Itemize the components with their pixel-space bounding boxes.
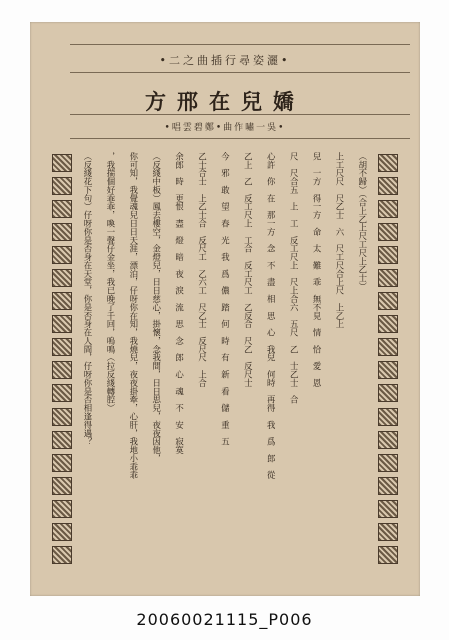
right-ornament-border <box>378 154 398 564</box>
ornament-tile <box>52 431 72 449</box>
title-rule <box>70 114 410 115</box>
score-column: 乙士合士 上乙士合 反尺工 乙六工 尺乙士 反尺尺 上合 <box>197 152 208 387</box>
ornament-tile <box>378 177 398 195</box>
ornament-tile <box>52 223 72 241</box>
ornament-tile <box>52 477 72 495</box>
ornament-tile <box>52 177 72 195</box>
score-column: 上工尺尺 尺乙士 六 尺工尺合上尺 上乙上 <box>334 152 345 329</box>
ornament-tile <box>52 315 72 333</box>
ornament-tile <box>378 292 398 310</box>
score-column: （反綫花下句）仔呀你是否身在天堂，你是否身在人間，仔呀你是否相逢得遇？ <box>83 152 93 446</box>
score-column: 你可知，我覺魂兒日日天涯，漂泊，仔呀你在知，我燒兒，夜夜掛牽，心肝，我地小乖乖 <box>128 152 139 480</box>
score-column: 心許 你 在 那一方 念 不 盡 相 思 心 我兒 何時 再得 我 爲 郎 從 <box>266 152 277 480</box>
ornament-tile <box>378 546 398 564</box>
ornament-tile <box>378 154 398 172</box>
ornament-tile <box>378 315 398 333</box>
score-column: 尺 尺合五 上 工 反工尺上 尺上合六 五尺 乙 士乙士 合 <box>289 152 300 404</box>
document-page <box>30 22 420 596</box>
score-column: 兒 一方 得一方 命 太 難 乖 無不見 情 恰 愛 恩 <box>312 152 323 387</box>
ornament-tile <box>378 246 398 264</box>
ornament-tile <box>52 292 72 310</box>
score-column: 今 邪 敢 望 春 光 我 爲 儂 踏 何 時 有 新 看 儲 重 五 <box>220 152 231 446</box>
ornament-tile <box>378 523 398 541</box>
score-column: 乙上 乙 反工尺上 工合 反工尺工 乙反合 尺乙 反尺士 <box>243 152 254 387</box>
archive-code: 20060021115_P006 <box>136 610 313 629</box>
ornament-tile <box>378 269 398 287</box>
score-column: （胡不歸）（合上乙上尺工尺上乙士） <box>357 152 368 291</box>
ornament-tile <box>52 154 72 172</box>
ornament-tile <box>52 338 72 356</box>
ornament-tile <box>378 361 398 379</box>
ornament-tile <box>378 477 398 495</box>
ornament-tile <box>378 223 398 241</box>
ornament-tile <box>378 408 398 426</box>
ornament-tile <box>52 546 72 564</box>
ornament-tile <box>52 200 72 218</box>
composer-singer-credit: •唱雲碧鄭•曲作嘯一吳• <box>164 123 286 133</box>
score-column: ，我揣個好乖乖，喚一聲仔金坐，我已晚了千回，嗚鳴（拉反綫轉腔） <box>105 152 116 413</box>
ornament-tile <box>52 361 72 379</box>
credit-rule <box>70 138 410 139</box>
ornament-tile <box>378 200 398 218</box>
ornament-tile <box>52 523 72 541</box>
score-text <box>82 152 368 572</box>
left-ornament-border <box>52 154 72 564</box>
score-column: 余郎 時 更恨 盡 燈 暗 夜 淚 流 思 念 郎 心 魂 不 安 寂寞 <box>174 152 185 455</box>
ornament-tile <box>52 269 72 287</box>
ornament-tile <box>52 246 72 264</box>
ornament-tile <box>378 384 398 402</box>
song-title: 方邢在兒嬌 <box>145 89 305 114</box>
ornament-tile <box>378 338 398 356</box>
ornament-tile <box>52 408 72 426</box>
top-rule <box>70 44 410 45</box>
ornament-tile <box>378 431 398 449</box>
series-rule <box>70 72 410 73</box>
score-column: （反綫中板）鳳去樓空，金燈兒，日日慈心，掛懷，念我間，日日思兒，夜夜因他， <box>151 152 162 463</box>
series-title: •二之曲插行尋姿灑• <box>159 54 291 67</box>
ornament-tile <box>378 454 398 472</box>
ornament-tile <box>52 500 72 518</box>
ornament-tile <box>52 384 72 402</box>
ornament-tile <box>378 500 398 518</box>
ornament-tile <box>52 454 72 472</box>
